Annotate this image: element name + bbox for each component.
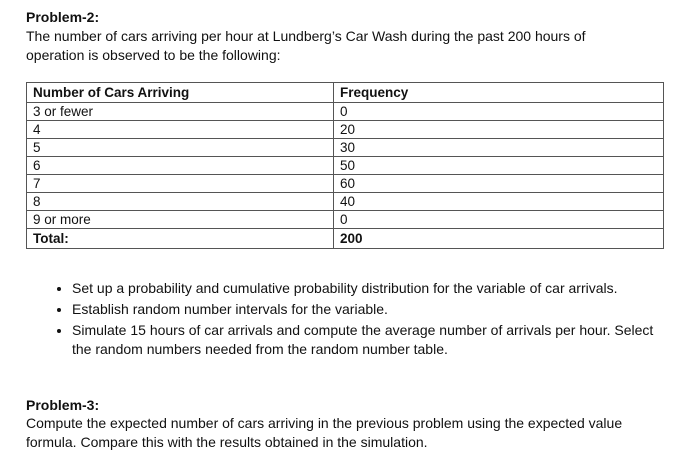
frequency-cell: 0 bbox=[334, 211, 664, 229]
table-row bbox=[27, 157, 664, 175]
table-row bbox=[27, 139, 664, 157]
table-row bbox=[27, 193, 664, 211]
cars-cell: 9 or more bbox=[27, 211, 334, 229]
frequency-cell: 40 bbox=[334, 193, 664, 211]
cars-cell: 7 bbox=[27, 175, 334, 193]
frequency-cell: 60 bbox=[334, 175, 664, 193]
list-item: • Establish random number intervals for the variable. bbox=[72, 300, 672, 319]
frequency-cell: 50 bbox=[334, 157, 664, 175]
cars-cell: 6 bbox=[27, 157, 334, 175]
cars-cell: 8 bbox=[27, 193, 334, 211]
table-row bbox=[27, 175, 664, 193]
cars-cell: 4 bbox=[27, 121, 334, 139]
cars-cell: 5 bbox=[27, 139, 334, 157]
total-label: Total: bbox=[27, 229, 334, 249]
frequency-table bbox=[26, 82, 664, 249]
list-item: • Set up a probability and cumulative probability distribution for the variable of car arrivals. bbox=[72, 279, 672, 298]
frequency-cell: 20 bbox=[334, 121, 664, 139]
cars-cell: 3 or fewer bbox=[27, 103, 334, 121]
problem-2-title: Problem-2: bbox=[26, 9, 100, 25]
problem-2-intro: The number of cars arriving per hour at Lundberg’s Car Wash during the past 200 hours of operation is observed to be the following: bbox=[26, 28, 586, 63]
column-header-cars: Number of Cars Arriving bbox=[27, 83, 334, 103]
table-row bbox=[27, 103, 664, 121]
table-row bbox=[27, 211, 664, 229]
problem-3-title: Problem-3: bbox=[26, 397, 100, 413]
frequency-cell: 0 bbox=[334, 103, 664, 121]
table-total-row bbox=[27, 229, 664, 249]
problem-3-text: Compute the expected number of cars arriving in the previous problem using the expected value formula. Compare this with the results obtained in the simulation. bbox=[26, 415, 623, 450]
task-list bbox=[48, 279, 672, 361]
table-row bbox=[27, 121, 664, 139]
table-header-row bbox=[27, 83, 664, 103]
frequency-cell: 30 bbox=[334, 139, 664, 157]
total-value: 200 bbox=[334, 229, 664, 249]
list-item: • Simulate 15 hours of car arrivals and compute the average number of arrivals per hour. Select the random numbers needed from the random number table. bbox=[72, 321, 672, 359]
column-header-frequency: Frequency bbox=[334, 83, 664, 103]
